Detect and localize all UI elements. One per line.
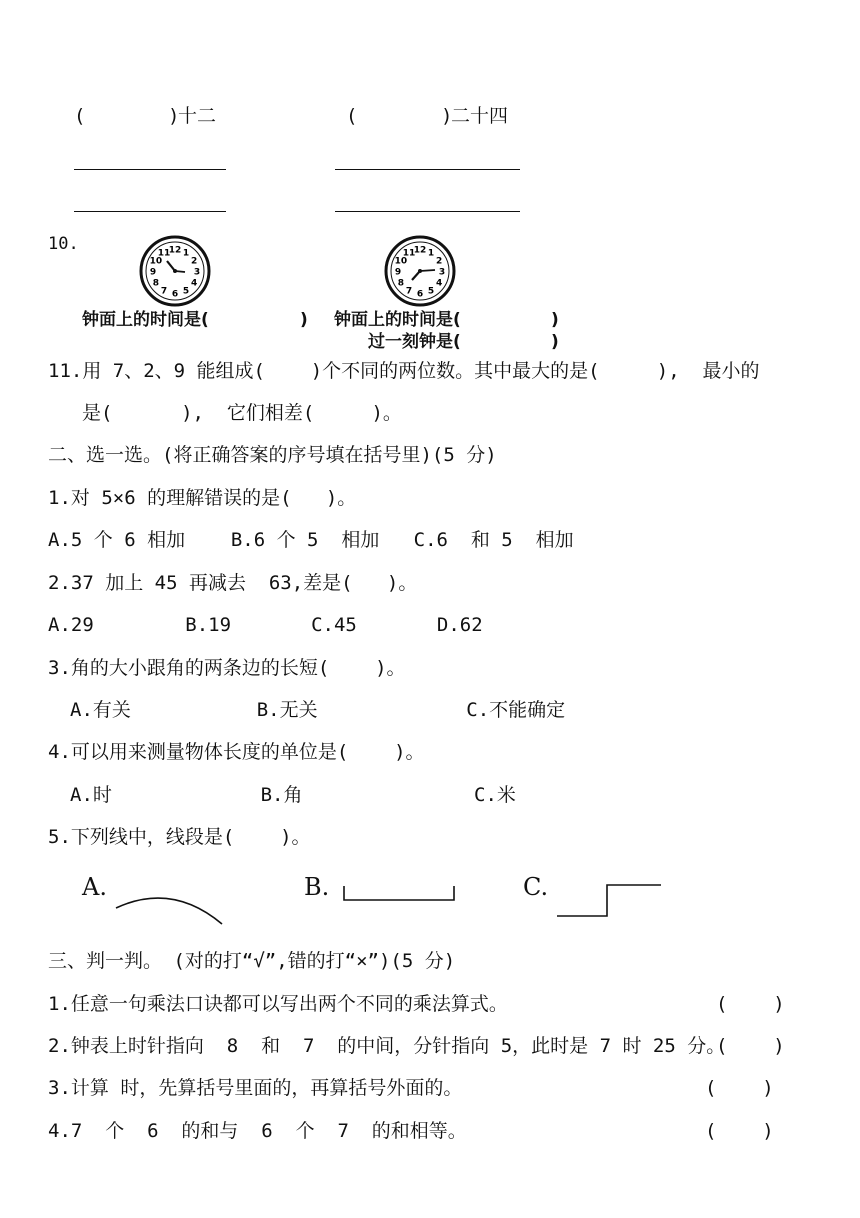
s2-q2-options: A.29 B.19 C.45 D.62 <box>48 614 483 636</box>
clock-numeral: 12 <box>413 245 427 256</box>
clock-numeral: 6 <box>171 289 179 300</box>
clock2-close: ) <box>551 310 559 330</box>
clock-numeral: 12 <box>168 245 182 256</box>
q11-line2: 是( ), 它们相差( )。 <box>82 402 402 424</box>
line-segment-figure <box>340 880 460 904</box>
clock-numeral: 4 <box>435 278 443 289</box>
clock-face-icon <box>383 234 457 308</box>
clock-numeral: 7 <box>160 286 168 297</box>
clock-numeral: 6 <box>416 289 424 300</box>
s2-q1-options: A.5 个 6 相加 B.6 个 5 相加 C.6 和 5 相加 <box>48 529 574 551</box>
curve-line-figure <box>112 888 227 930</box>
s2-q3-options: A.有关 B.无关 C.不能确定 <box>70 699 566 721</box>
section3-title: 三、判一判。 (对的打“√”,错的打“×”)(5 分) <box>48 950 456 972</box>
q9-right-paren: ( <box>346 105 358 127</box>
clock2-label: 钟面上的时间是( <box>334 310 461 330</box>
s3-item-paren[interactable]: ( ) <box>716 1035 785 1057</box>
clock-numeral: 9 <box>149 267 157 278</box>
clock1-close: ) <box>300 310 308 330</box>
s2-q4: 4.可以用来测量物体长度的单位是( )。 <box>48 741 425 763</box>
s3-item-text: 4.7 个 6 的和与 6 个 7 的和相等。 <box>48 1120 467 1142</box>
clock-numeral: 3 <box>193 267 201 278</box>
clock-numeral: 2 <box>435 256 443 267</box>
clock-numeral: 8 <box>152 278 160 289</box>
s3-item-text: 2.钟表上时针指向 8 和 7 的中间，分针指向 5，此时是 7 时 25 分。 <box>48 1035 726 1057</box>
s2-q1: 1.对 5×6 的理解错误的是( )。 <box>48 487 357 509</box>
answer-line[interactable] <box>335 211 520 212</box>
clock-numeral: 5 <box>182 286 190 297</box>
q9-left-paren: ( <box>74 105 86 127</box>
s3-item-paren[interactable]: ( ) <box>716 993 785 1015</box>
answer-line[interactable] <box>74 211 226 212</box>
q9-left-close: ) <box>168 105 180 127</box>
option-c-label: C. <box>523 873 549 901</box>
clock2-label2: 过一刻钟是( <box>368 332 461 352</box>
section2-title: 二、选一选。(将正确答案的序号填在括号里)(5 分) <box>48 444 497 466</box>
clock-numeral: 9 <box>394 267 402 278</box>
s2-q3: 3.角的大小跟角的两条边的长短( )。 <box>48 657 406 679</box>
clock1-label: 钟面上的时间是( <box>82 310 209 330</box>
broken-line-figure <box>555 880 665 920</box>
clock-numeral: 2 <box>190 256 198 267</box>
s3-item-paren[interactable]: ( ) <box>705 1077 774 1099</box>
s2-q4-options: A.时 B.角 C.米 <box>70 784 516 806</box>
clock-numeral: 7 <box>405 286 413 297</box>
q9-left-text: 十二 <box>178 105 217 127</box>
q9-right-close: ) <box>441 105 453 127</box>
clock-numeral: 10 <box>149 256 163 267</box>
q9-right-text: 二十四 <box>451 105 509 127</box>
option-a-label: A. <box>82 873 107 901</box>
answer-line[interactable] <box>74 169 226 170</box>
clock-numeral: 1 <box>427 248 435 259</box>
clock-numeral: 1 <box>182 248 190 259</box>
answer-line[interactable] <box>335 169 520 170</box>
s3-item-text: 3.计算 时，先算括号里面的，再算括号外面的。 <box>48 1077 463 1099</box>
q10-number: 10. <box>48 234 79 254</box>
q11-line1: 11.用 7、2、9 能组成( )个不同的两位数。其中最大的是( ), 最小的 <box>48 360 760 382</box>
clock2-close2: ) <box>551 332 559 352</box>
clock-numeral: 4 <box>190 278 198 289</box>
clock-numeral: 11 <box>402 248 416 259</box>
s3-item-text: 1.任意一句乘法口诀都可以写出两个不同的乘法算式。 <box>48 993 508 1015</box>
clock-numeral: 5 <box>427 286 435 297</box>
s2-q5: 5.下列线中，线段是( )。 <box>48 826 311 848</box>
s3-item-paren[interactable]: ( ) <box>705 1120 774 1142</box>
option-b-label: B. <box>304 873 330 901</box>
clock-numeral: 11 <box>157 248 171 259</box>
clock-numeral: 8 <box>397 278 405 289</box>
clock-face-icon <box>138 234 212 308</box>
s2-q2: 2.37 加上 45 再减去 63,差是( )。 <box>48 572 418 594</box>
clock-numeral: 10 <box>394 256 408 267</box>
clock-numeral: 3 <box>438 267 446 278</box>
